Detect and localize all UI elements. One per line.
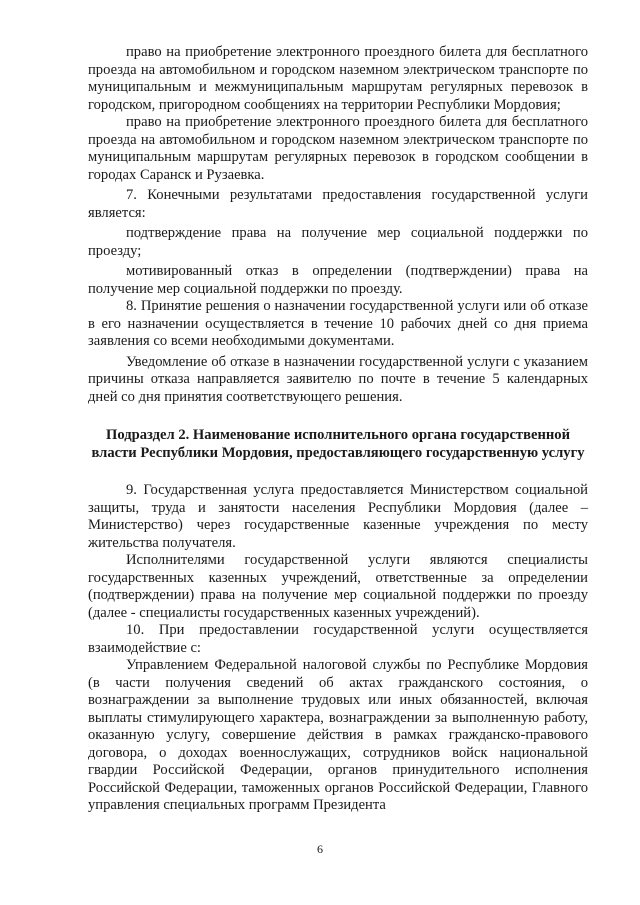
paragraph-bus-ticket-city: право на приобретение электронного проездного билета для бесплатного проезда на автомобильном и городском наземном электрическом транспорте по муниципальным маршрутам регулярных перевозок в городском сообщении в городах Саранск и Рузаевка. <box>88 114 588 183</box>
paragraph-confirmation: подтверждение права на получение мер социальной поддержки по проезду; <box>88 225 588 259</box>
paragraph-refusal: мотивированный отказ в определении (подтверждении) права на получение мер социальной поддержки по проезду. <box>88 263 588 297</box>
paragraph-decision-term: 8. Принятие решения о назначении государственной услуги или об отказе в его назначении осуществляется в течение 10 рабочих дней со дня приема заявления со всеми необходимыми документами. <box>88 298 588 349</box>
paragraph-bus-ticket-intercity: право на приобретение электронного проездного билета для бесплатного проезда на автомобильном и городском наземном электрическом транспорте по муниципальным и межмуниципальным маршрутам регулярных перевозок в городском, пригородном сообщениях на территории Республики Мордовия; <box>88 44 588 113</box>
document-page <box>88 44 588 815</box>
paragraph-interaction: 10. При предоставлении государственной услуги осуществляется взаимодействие с: <box>88 622 588 656</box>
paragraph-service-provider: 9. Государственная услуга предоставляется Министерством социальной защиты, труда и занятости населения Республики Мордовия (далее – Министерство) через государственные казенные учреждения по месту жительства получателя. <box>88 482 588 551</box>
subsection-heading: Подраздел 2. Наименование исполнительного органа государственной власти Республики Мордовия, предоставляющего государственную услугу <box>91 427 585 461</box>
paragraph-refusal-notice: Уведомление об отказе в назначении государственной услуги с указанием причины отказа направляется заявителю по почте в течение 5 календарных дней со дня принятия соответствующего решения. <box>88 353 588 405</box>
page-number: 6 <box>317 842 323 856</box>
paragraph-tax-service: Управлением Федеральной налоговой службы по Республике Мордовия (в части получения сведений об актах гражданского состояния, о вознаграждении за выполнение трудовых или иных обязанностей, включая выплаты стимулирующего характера, вознаграждении за выполненную работу, оказанную услугу, совершение действия в рамках гражданско-правового договора, о доходах военнослужащих, сотрудников войск национальной гвардии Российской Федерации, органов принудительного исполнения Российской Федерации, таможенных органов Российской Федерации, Главного управления специальных программ Президента <box>88 657 588 813</box>
paragraph-executors: Исполнителями государственной услуги являются специалисты государственных казенных учреждений, ответственные за определении (подтверждении) права на получение мер социальной поддержки по проезду (далее - специалисты государственных казенных учреждений). <box>88 552 588 621</box>
paragraph-final-results: 7. Конечными результатами предоставления государственной услуги является: <box>88 187 588 221</box>
